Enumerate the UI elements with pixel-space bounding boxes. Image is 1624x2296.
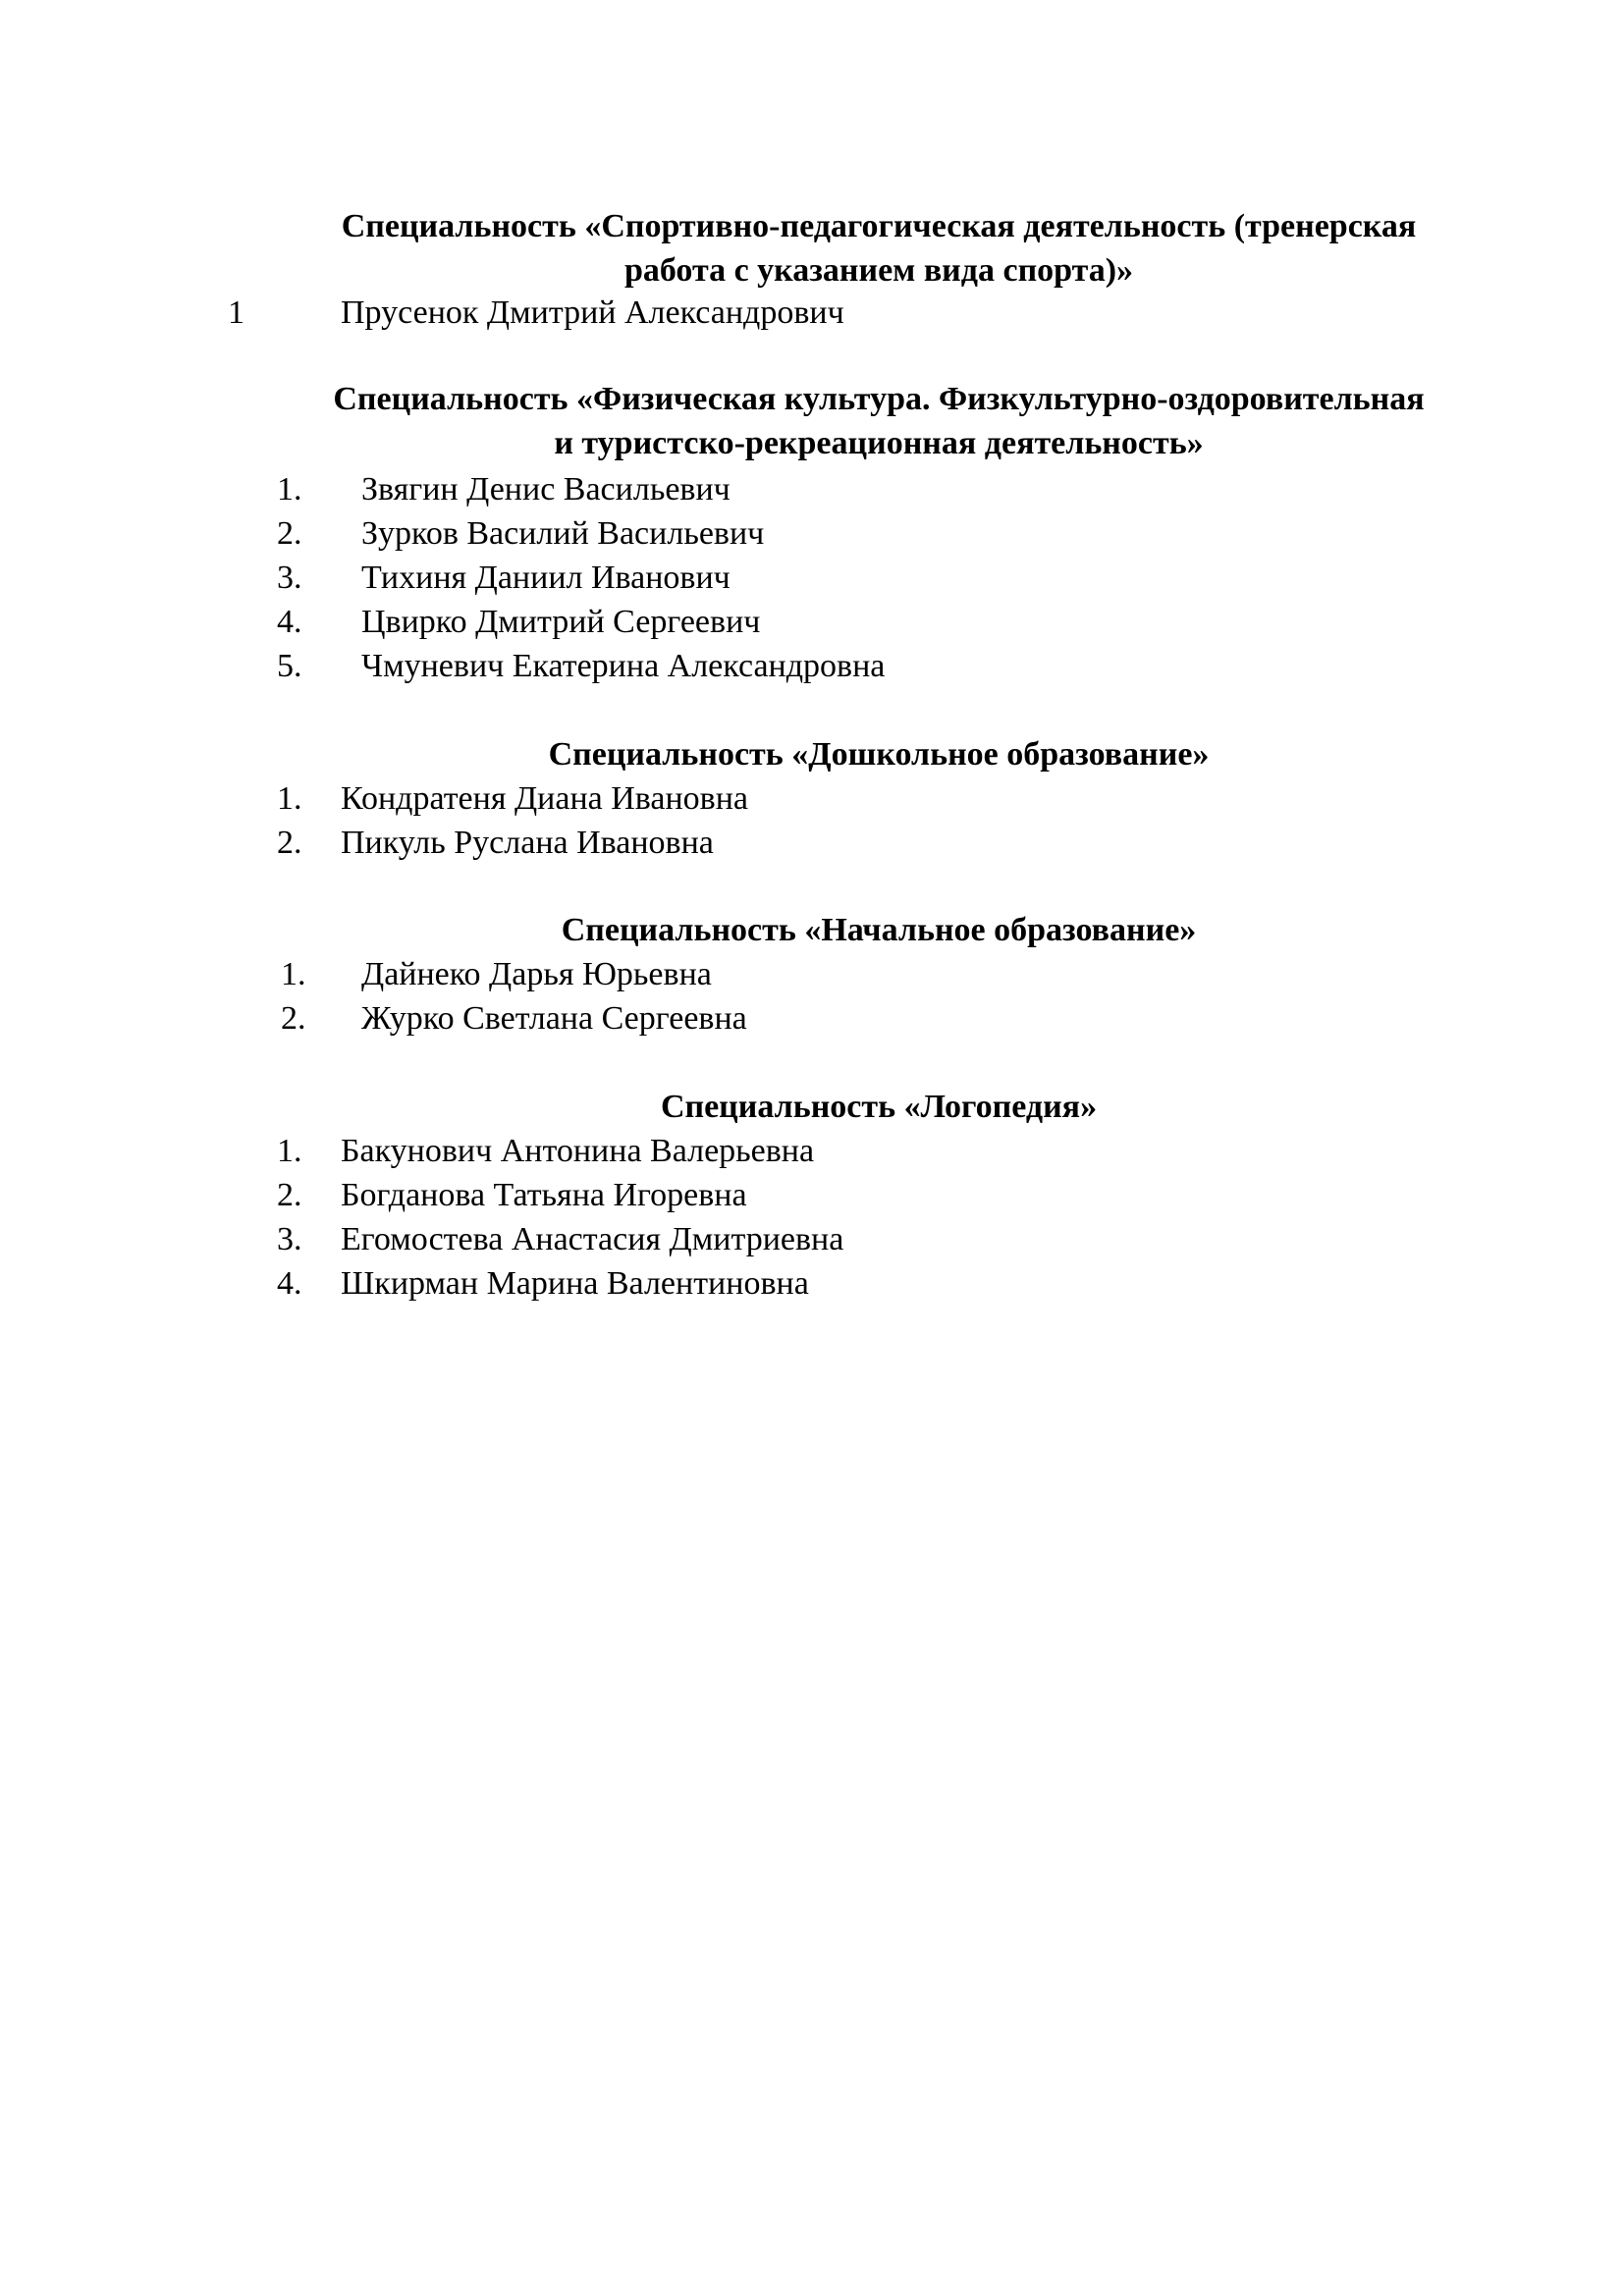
item-name: Бакунович Антонина Валерьевна <box>341 1133 815 1169</box>
item-number: 5. <box>277 648 302 684</box>
item-name: Журко Светлана Сергеевна <box>361 1000 747 1037</box>
section-heading-physical-culture <box>226 377 1532 465</box>
item-number: 2. <box>277 825 302 861</box>
item-name: Прусенок Дмитрий Александрович <box>341 294 844 331</box>
item-number: 2. <box>281 1000 306 1037</box>
item-number: 3. <box>277 560 302 596</box>
item-number: 4. <box>277 604 302 640</box>
item-name: Кондратеня Диана Ивановна <box>341 780 749 817</box>
item-name: Егомостева Анастасия Дмитриевна <box>341 1221 844 1257</box>
heading-line: Специальность «Начальное образование» <box>561 912 1197 948</box>
item-number: 1. <box>277 1133 302 1169</box>
item-name: Тихиня Даниил Иванович <box>361 560 731 596</box>
heading-line: и туристско-рекреационная деятельность» <box>554 425 1204 461</box>
heading-line: Специальность «Логопедия» <box>660 1089 1098 1125</box>
item-number: 4. <box>277 1265 302 1302</box>
item-number: 1. <box>277 471 302 507</box>
section-heading-speech-therapy <box>226 1085 1532 1129</box>
item-name: Звягин Денис Васильевич <box>361 471 731 507</box>
heading-line: Специальность «Дошкольное образование» <box>548 736 1210 773</box>
item-number: 1. <box>277 780 302 817</box>
item-name: Чмуневич Екатерина Александровна <box>361 648 886 684</box>
section-heading-sports-pedagogy <box>226 204 1532 293</box>
item-number: 1 <box>228 294 244 331</box>
item-name: Пикуль Руслана Ивановна <box>341 825 714 861</box>
item-name: Цвирко Дмитрий Сергеевич <box>361 604 761 640</box>
item-number: 1. <box>281 956 306 992</box>
item-name: Зурков Василий Васильевич <box>361 515 765 552</box>
heading-line: Специальность «Спортивно-педагогическая деятельность (тренерская <box>341 208 1417 244</box>
heading-line: работа с указанием вида спорта)» <box>623 252 1134 289</box>
item-name: Дайнеко Дарья Юрьевна <box>361 956 712 992</box>
section-heading-primary-education <box>226 908 1532 952</box>
item-number: 3. <box>277 1221 302 1257</box>
item-name: Богданова Татьяна Игоревна <box>341 1177 747 1213</box>
item-name: Шкирман Марина Валентиновна <box>341 1265 809 1302</box>
item-number: 2. <box>277 515 302 552</box>
section-heading-preschool-education <box>226 732 1532 776</box>
heading-line: Специальность «Физическая культура. Физкультурно-оздоровительная <box>333 381 1425 417</box>
item-number: 2. <box>277 1177 302 1213</box>
